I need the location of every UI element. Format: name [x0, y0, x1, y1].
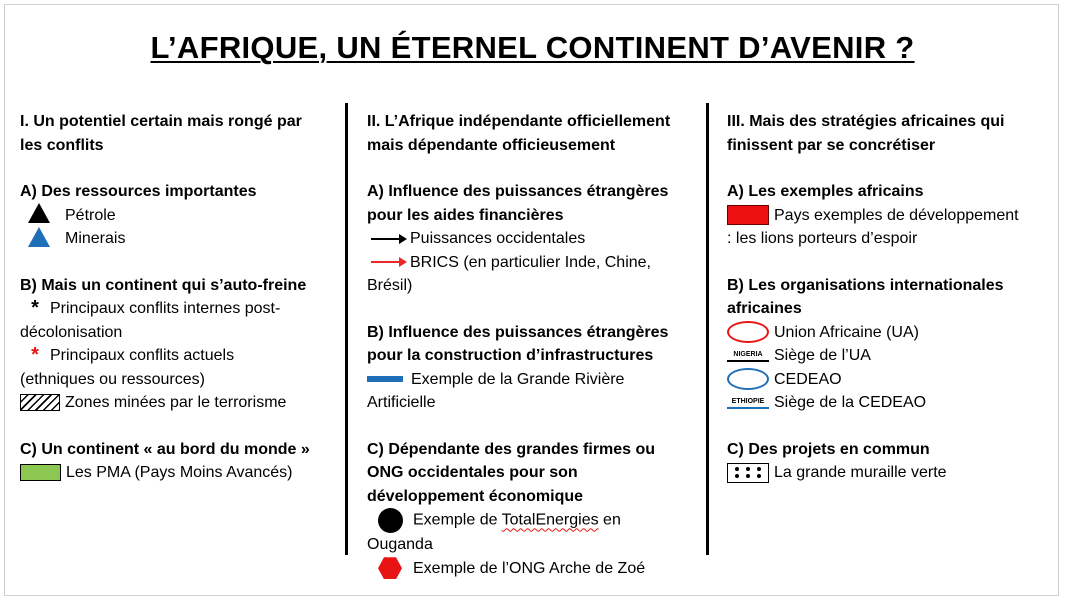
legend-total-suffix: en	[598, 511, 621, 529]
legend-zones-minees-label: Zones minées par le terrorisme	[65, 394, 287, 411]
blue-triangle-icon	[28, 227, 50, 247]
legend-conflits-actuels-label: Principaux conflits actuels	[50, 347, 235, 364]
column-1	[20, 110, 340, 485]
legend-muraille-label: La grande muraille verte	[774, 464, 947, 481]
column-3	[727, 110, 1057, 485]
legend-conflits-internes-label: Principaux conflits internes post-	[50, 300, 281, 317]
legend-ua-label: Union Africaine (UA)	[774, 323, 919, 341]
col3-section-a: A) Les exemples africains	[727, 183, 924, 200]
legend-arche-label: Exemple de l’ONG Arche de Zoé	[413, 559, 646, 577]
col3-section-c: C) Des projets en commun	[727, 440, 930, 458]
col3-heading-line2: finissent par se concrétiser	[727, 136, 936, 154]
legend-totalenergies	[367, 508, 702, 533]
red-rectangle-icon	[727, 205, 769, 225]
col2-section-a-line1: A) Influence des puissances étrangères	[367, 183, 669, 200]
legend-total-prefix: Exemple de	[413, 511, 502, 529]
legend-brics-line2: Brésil)	[367, 277, 413, 294]
legend-totalenergies-line2: Ouganda	[367, 536, 433, 553]
legend-grande-riviere	[367, 368, 702, 392]
col1-section-b: B) Mais un continent qui s’auto-freine	[20, 276, 307, 294]
col3-section-b-line1: B) Les organisations internationales	[727, 276, 1004, 294]
legend-occidentales	[367, 227, 702, 251]
legend-lions	[727, 204, 1057, 228]
col1-heading-line1: I. Un potentiel certain mais rongé par	[20, 113, 302, 130]
legend-lions-label: Pays exemples de développement	[774, 206, 1019, 224]
legend-minerais-label: Minerais	[65, 230, 126, 247]
nigeria-tag-icon: NIGERIA	[727, 350, 769, 362]
dotted-rectangle-icon	[727, 463, 769, 483]
col2-heading-line1: II. L’Afrique indépendante officiellement	[367, 113, 671, 130]
black-circle-icon	[378, 508, 403, 533]
legend-pma	[20, 461, 340, 485]
legend-conflits-actuels	[20, 344, 340, 368]
column-divider-2	[706, 103, 709, 555]
title-text: L’AFRIQUE, UN ÉTERNEL CONTINENT D’AVENIR ?	[150, 30, 915, 65]
legend-petrole	[20, 204, 340, 228]
red-arrow-icon	[371, 261, 405, 263]
black-asterisk-icon: *	[31, 297, 39, 319]
legend-cedeao	[727, 368, 1057, 392]
blue-bar-icon	[367, 376, 403, 382]
col2-section-b-line2: pour la construction d’infrastructures	[367, 347, 654, 364]
red-ellipse-icon	[727, 321, 769, 343]
legend-siege-ua-label: Siège de l’UA	[774, 347, 871, 364]
legend-siege-ua	[727, 344, 1057, 368]
legend-pma-label: Les PMA (Pays Moins Avancés)	[66, 464, 293, 481]
legend-petrole-label: Pétrole	[65, 206, 116, 224]
black-arrow-icon	[371, 238, 405, 240]
legend-grande-riviere-label: Exemple de la Grande Rivière	[411, 370, 625, 388]
col2-section-a-line2: pour les aides financières	[367, 206, 564, 224]
col2-section-c-line2: ONG occidentales pour son	[367, 464, 578, 481]
col2-section-c-line1: C) Dépendante des grandes firmes ou	[367, 440, 656, 458]
red-hexagon-icon	[378, 557, 402, 579]
legend-cedeao-label: CEDEAO	[774, 370, 842, 388]
green-rectangle-icon	[20, 464, 61, 481]
col1-section-c: C) Un continent « au bord du monde »	[20, 440, 310, 458]
legend-conflits-internes	[20, 297, 340, 321]
blue-ellipse-icon	[727, 368, 769, 390]
legend-brics	[367, 251, 702, 275]
hatched-rectangle-icon	[20, 394, 60, 411]
col2-section-b-line1: B) Influence des puissances étrangères	[367, 323, 669, 341]
legend-minerais	[20, 227, 340, 251]
column-2	[367, 110, 702, 580]
red-asterisk-icon: *	[31, 344, 39, 366]
legend-siege-cedeao	[727, 391, 1057, 415]
ethiopie-tag-icon: ETHIOPIE	[727, 397, 769, 409]
col3-heading-line1: III. Mais des stratégies africaines qui	[727, 113, 1005, 130]
legend-conflits-actuels-line2: (ethniques ou ressources)	[20, 370, 205, 388]
black-triangle-icon	[28, 203, 50, 223]
legend-grande-riviere-line2: Artificielle	[367, 394, 436, 411]
legend-ua	[727, 321, 1057, 345]
legend-conflits-internes-line2: décolonisation	[20, 323, 123, 341]
legend-zones-minees	[20, 391, 340, 415]
legend-siege-cedeao-label: Siège de la CEDEAO	[774, 394, 927, 411]
page-title	[0, 30, 1065, 66]
column-divider-1	[345, 103, 348, 555]
legend-brics-label: BRICS (en particulier Inde, Chine,	[410, 253, 651, 271]
col1-heading-line2: les conflits	[20, 136, 104, 154]
col2-section-c-line3: développement économique	[367, 487, 584, 505]
legend-occidentales-label: Puissances occidentales	[410, 230, 586, 247]
legend-total-name: TotalEnergies	[501, 511, 599, 529]
legend-lions-line2: : les lions porteurs d’espoir	[727, 230, 918, 247]
col2-heading-line2: mais dépendante officieusement	[367, 136, 616, 154]
col3-section-b-line2: africaines	[727, 300, 802, 317]
legend-arche	[367, 557, 702, 581]
legend-muraille	[727, 461, 1057, 485]
col1-section-a: A) Des ressources importantes	[20, 183, 257, 200]
